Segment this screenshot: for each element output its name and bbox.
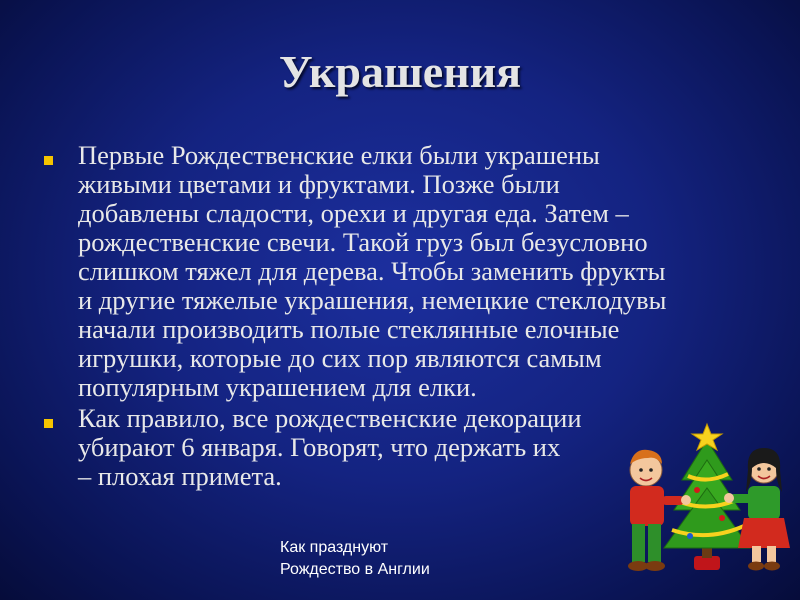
bullet-marker-icon (44, 419, 53, 428)
bullet-marker-icon (44, 156, 53, 165)
slide-title: Украшения (278, 46, 522, 97)
bullet-item (44, 141, 784, 402)
children-christmas-tree-icon (612, 418, 798, 578)
bullet-text: Первые Рождественские елки были украшены живыми цветами и фруктами. Позже были добавлены сладости, орехи и другая еда. Затем – рождественские свечи. Такой груз был безусловно слишком тяжел для дерева. Чтобы заменить фрукты и другие тяжелые украшения, немецкие стеклодувы начали производить полые стеклянные елочные игрушки, которые до сих пор являются самым популярным украшением для елки. (78, 140, 667, 402)
bullet-text: Как правило, все рождественские декорации убирают 6 января. Говорят, что держать их – плохая примета. (78, 403, 582, 491)
footer-caption: Как празднуют Рождество в Англии (280, 539, 430, 578)
